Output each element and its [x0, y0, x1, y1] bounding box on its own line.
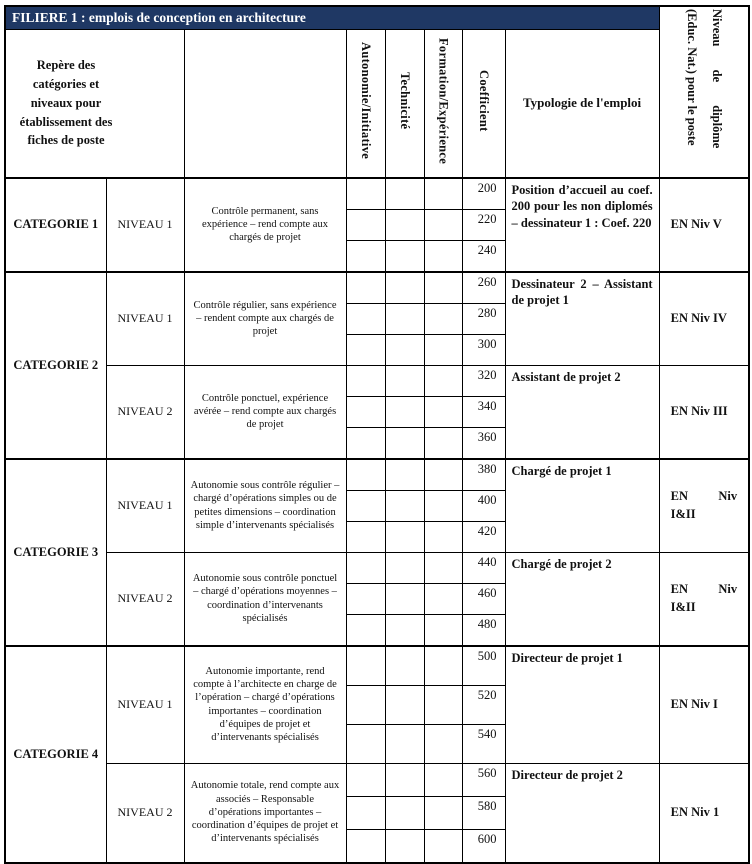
header-empty-cell	[184, 30, 346, 178]
criterion-empty-cell	[424, 490, 462, 521]
criterion-empty-cell	[385, 685, 424, 724]
typology-cell: Directeur de projet 2	[505, 763, 659, 863]
criterion-empty-cell	[346, 724, 385, 763]
criterion-empty-cell	[385, 365, 424, 396]
criterion-empty-cell	[424, 646, 462, 686]
criterion-empty-cell	[385, 646, 424, 686]
criterion-empty-cell	[346, 427, 385, 459]
table-title: FILIERE 1 : emplois de conception en architecture	[5, 6, 659, 30]
category-cell: CATEGORIE 3	[5, 459, 106, 646]
typology-cell: Chargé de projet 1	[505, 459, 659, 553]
coefficient-cell: 480	[462, 614, 505, 646]
level-cell: NIVEAU 1	[106, 459, 184, 553]
level-cell: NIVEAU 2	[106, 552, 184, 646]
criterion-empty-cell	[424, 763, 462, 796]
typology-cell: Dessinateur 2 – Assistant de projet 1	[505, 272, 659, 366]
criterion-empty-cell	[346, 763, 385, 796]
criterion-empty-cell	[385, 209, 424, 240]
header-repere: Repère des catégories et niveaux pour établissement des fiches de poste	[5, 30, 184, 178]
criterion-empty-cell	[385, 396, 424, 427]
coefficient-cell: 420	[462, 521, 505, 552]
description-cell: Contrôle régulier, sans expérience – rendent compte aux chargés de projet	[184, 272, 346, 366]
diploma-level-cell: EN Niv I	[659, 646, 749, 764]
coefficient-cell: 560	[462, 763, 505, 796]
criterion-empty-cell	[346, 365, 385, 396]
criterion-empty-cell	[385, 552, 424, 583]
diploma-level-cell: EN Niv IV	[659, 272, 749, 366]
criterion-empty-cell	[424, 724, 462, 763]
criterion-empty-cell	[424, 209, 462, 240]
header-technicite: Technicité	[385, 30, 424, 178]
diploma-level-cell: EN Niv V	[659, 178, 749, 272]
criterion-empty-cell	[424, 614, 462, 646]
category-cell: CATEGORIE 4	[5, 646, 106, 863]
description-cell: Autonomie totale, rend compte aux associés – Responsable d’opérations importantes – coordination d’équipes de projet et d’intervenants spécialisés	[184, 763, 346, 863]
coefficient-cell: 340	[462, 396, 505, 427]
criterion-empty-cell	[346, 796, 385, 829]
criterion-empty-cell	[385, 303, 424, 334]
criterion-empty-cell	[424, 240, 462, 272]
criterion-empty-cell	[385, 490, 424, 521]
coefficient-cell: 200	[462, 178, 505, 210]
typology-cell: Directeur de projet 1	[505, 646, 659, 764]
diploma-level-cell: EN Niv 1	[659, 763, 749, 863]
classification-table	[4, 5, 750, 864]
criterion-empty-cell	[385, 334, 424, 365]
level-cell: NIVEAU 2	[106, 365, 184, 459]
criterion-empty-cell	[385, 583, 424, 614]
criterion-empty-cell	[385, 614, 424, 646]
level-cell: NIVEAU 1	[106, 178, 184, 272]
header-coefficient: Coefficient	[462, 30, 505, 178]
description-cell: Contrôle ponctuel, expérience avérée – rend compte aux chargés de projet	[184, 365, 346, 459]
criterion-empty-cell	[424, 796, 462, 829]
level-cell: NIVEAU 1	[106, 272, 184, 366]
category-cell: CATEGORIE 2	[5, 272, 106, 459]
diploma-level-cell: EN Niv I&II	[659, 459, 749, 553]
coefficient-cell: 260	[462, 272, 505, 304]
description-cell: Autonomie sous contrôle ponctuel – chargé d’opérations moyennes – coordination d’intervenants spécialisés	[184, 552, 346, 646]
header-diploma-level	[659, 6, 749, 178]
description-cell: Contrôle permanent, sans expérience – rend compte aux chargés de projet	[184, 178, 346, 272]
coefficient-cell: 460	[462, 583, 505, 614]
criterion-empty-cell	[424, 178, 462, 210]
description-cell: Autonomie importante, rend compte à l’architecte en charge de l’opération – chargé d’opérations importantes – coordination d’équipes de projet et d’intervenants spécialisés	[184, 646, 346, 764]
coefficient-cell: 300	[462, 334, 505, 365]
header-typologie: Typologie de l'emploi	[505, 30, 659, 178]
diploma-level-cell: EN Niv III	[659, 365, 749, 459]
coefficient-cell: 500	[462, 646, 505, 686]
criterion-empty-cell	[424, 303, 462, 334]
criterion-empty-cell	[346, 334, 385, 365]
criterion-empty-cell	[346, 583, 385, 614]
criterion-empty-cell	[385, 763, 424, 796]
criterion-empty-cell	[424, 583, 462, 614]
criterion-empty-cell	[424, 685, 462, 724]
coefficient-cell: 540	[462, 724, 505, 763]
criterion-empty-cell	[346, 396, 385, 427]
criterion-empty-cell	[385, 796, 424, 829]
category-cell: CATEGORIE 1	[5, 178, 106, 272]
criterion-empty-cell	[385, 829, 424, 863]
criterion-empty-cell	[424, 459, 462, 491]
criterion-empty-cell	[385, 240, 424, 272]
criterion-empty-cell	[385, 724, 424, 763]
typology-cell: Chargé de projet 2	[505, 552, 659, 646]
criterion-empty-cell	[385, 459, 424, 491]
criterion-empty-cell	[424, 552, 462, 583]
coefficient-cell: 600	[462, 829, 505, 863]
coefficient-cell: 400	[462, 490, 505, 521]
coefficient-cell: 320	[462, 365, 505, 396]
coefficient-cell: 580	[462, 796, 505, 829]
criterion-empty-cell	[424, 427, 462, 459]
criterion-empty-cell	[385, 178, 424, 210]
criterion-empty-cell	[346, 646, 385, 686]
criterion-empty-cell	[424, 829, 462, 863]
criterion-empty-cell	[385, 272, 424, 304]
typology-cell: Assistant de projet 2	[505, 365, 659, 459]
coefficient-cell: 520	[462, 685, 505, 724]
criterion-empty-cell	[424, 521, 462, 552]
coefficient-cell: 240	[462, 240, 505, 272]
coefficient-cell: 220	[462, 209, 505, 240]
criterion-empty-cell	[424, 334, 462, 365]
criterion-empty-cell	[346, 829, 385, 863]
header-autonomie: Autonomie/Initiative	[346, 30, 385, 178]
coefficient-cell: 280	[462, 303, 505, 334]
criterion-empty-cell	[346, 178, 385, 210]
criterion-empty-cell	[346, 614, 385, 646]
criterion-empty-cell	[346, 459, 385, 491]
criterion-empty-cell	[346, 552, 385, 583]
criterion-empty-cell	[346, 490, 385, 521]
typology-cell: Position d’accueil au coef. 200 pour les non diplomés – dessinateur 1 : Coef. 220	[505, 178, 659, 272]
level-cell: NIVEAU 1	[106, 646, 184, 764]
header-formation: Formation/Expérience	[424, 30, 462, 178]
criterion-empty-cell	[424, 272, 462, 304]
criterion-empty-cell	[385, 521, 424, 552]
criterion-empty-cell	[424, 396, 462, 427]
criterion-empty-cell	[346, 240, 385, 272]
criterion-empty-cell	[424, 365, 462, 396]
criterion-empty-cell	[346, 209, 385, 240]
diploma-level-cell: EN Niv I&II	[659, 552, 749, 646]
description-cell: Autonomie sous contrôle régulier – chargé d’opérations simples ou de petites dimensions – coordination simple d’intervenants spécialisés	[184, 459, 346, 553]
criterion-empty-cell	[385, 427, 424, 459]
criterion-empty-cell	[346, 521, 385, 552]
coefficient-cell: 360	[462, 427, 505, 459]
criterion-empty-cell	[346, 685, 385, 724]
criterion-empty-cell	[346, 272, 385, 304]
header-diploma-level-text: Niveau de diplôme (Educ. Nat.) pour le poste	[684, 9, 724, 149]
coefficient-cell: 440	[462, 552, 505, 583]
criterion-empty-cell	[346, 303, 385, 334]
coefficient-cell: 380	[462, 459, 505, 491]
level-cell: NIVEAU 2	[106, 763, 184, 863]
